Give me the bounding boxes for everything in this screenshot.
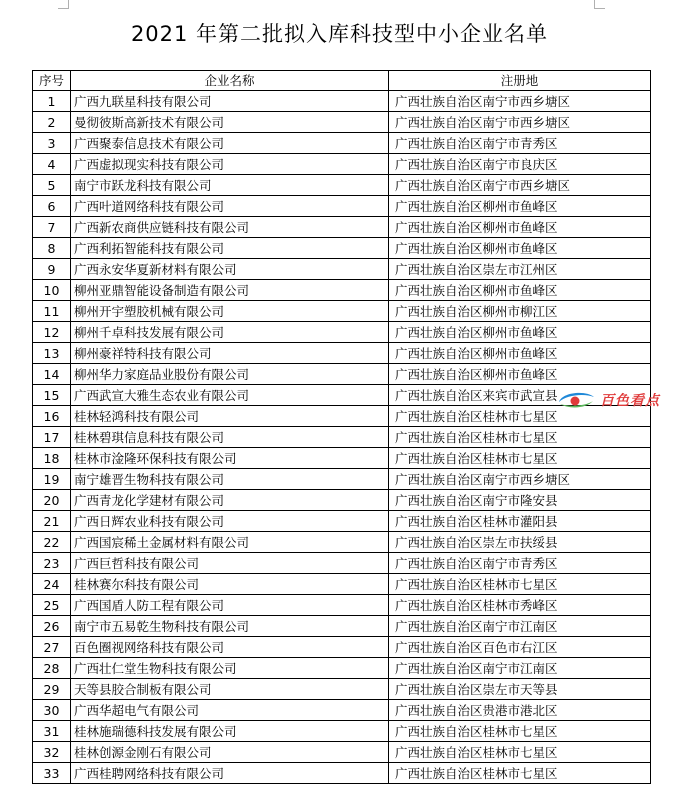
cell-registered-location: 广西壮族自治区南宁市西乡塘区 (389, 112, 651, 133)
cell-registered-location: 广西壮族自治区桂林市七星区 (389, 742, 651, 763)
table-row (33, 280, 651, 301)
table-row (33, 259, 651, 280)
cell-registered-location: 广西壮族自治区柳州市鱼峰区 (389, 364, 651, 385)
cell-registered-location: 广西壮族自治区南宁市西乡塘区 (389, 91, 651, 112)
cell-company-name: 广西九联星科技有限公司 (71, 91, 389, 112)
cell-company-name: 广西聚泰信息技术有限公司 (71, 133, 389, 154)
cell-seq: 28 (33, 658, 71, 679)
table-row (33, 112, 651, 133)
table-row (33, 343, 651, 364)
table-row (33, 490, 651, 511)
cell-company-name: 广西武宣大雅生态农业有限公司 (71, 385, 389, 406)
cell-seq: 7 (33, 217, 71, 238)
table-row (33, 679, 651, 700)
cell-registered-location: 广西壮族自治区柳州市鱼峰区 (389, 196, 651, 217)
cell-registered-location: 广西壮族自治区桂林市灌阳县 (389, 511, 651, 532)
table-row (33, 511, 651, 532)
cell-registered-location: 广西壮族自治区柳州市鱼峰区 (389, 322, 651, 343)
cell-registered-location: 广西壮族自治区柳州市鱼峰区 (389, 343, 651, 364)
cell-company-name: 广西巨哲科技有限公司 (71, 553, 389, 574)
cell-company-name: 广西青龙化学建材有限公司 (71, 490, 389, 511)
watermark-text: 百色看点 (600, 393, 660, 409)
table-row (33, 721, 651, 742)
cell-registered-location: 广西壮族自治区南宁市青秀区 (389, 553, 651, 574)
cell-seq: 20 (33, 490, 71, 511)
cell-company-name: 广西新农商供应链科技有限公司 (71, 217, 389, 238)
table-row (33, 301, 651, 322)
cell-registered-location: 广西壮族自治区贵港市港北区 (389, 700, 651, 721)
cell-company-name: 广西桂聘网络科技有限公司 (71, 763, 389, 784)
cell-seq: 5 (33, 175, 71, 196)
cell-company-name: 南宁市跃龙科技有限公司 (71, 175, 389, 196)
cell-seq: 21 (33, 511, 71, 532)
cell-seq: 24 (33, 574, 71, 595)
cell-registered-location: 广西壮族自治区桂林市七星区 (389, 448, 651, 469)
cell-seq: 31 (33, 721, 71, 742)
cell-registered-location: 广西壮族自治区崇左市扶绥县 (389, 532, 651, 553)
cell-seq: 16 (33, 406, 71, 427)
table-row (33, 91, 651, 112)
cell-registered-location: 广西壮族自治区桂林市七星区 (389, 574, 651, 595)
cell-seq: 19 (33, 469, 71, 490)
cell-company-name: 桂林市淦隆环保科技有限公司 (71, 448, 389, 469)
cell-company-name: 柳州豪祥特科技有限公司 (71, 343, 389, 364)
document-title: 2021 年第二批拟入库科技型中小企业名单 (130, 22, 549, 46)
table-row (33, 469, 651, 490)
cell-company-name: 柳州千卓科技发展有限公司 (71, 322, 389, 343)
cell-seq: 4 (33, 154, 71, 175)
cell-seq: 23 (33, 553, 71, 574)
cell-company-name: 广西国宸稀土金属材料有限公司 (71, 532, 389, 553)
cell-seq: 25 (33, 595, 71, 616)
table-row (33, 217, 651, 238)
cell-seq: 13 (33, 343, 71, 364)
cell-company-name: 桂林碧琪信息科技有限公司 (71, 427, 389, 448)
cell-seq: 29 (33, 679, 71, 700)
table-row (33, 574, 651, 595)
cell-registered-location: 广西壮族自治区来宾市武宣县 (389, 385, 651, 406)
table-row (33, 427, 651, 448)
cell-registered-location: 广西壮族自治区崇左市江州区 (389, 259, 651, 280)
cell-company-name: 广西虚拟现实科技有限公司 (71, 154, 389, 175)
table-body (33, 91, 651, 784)
cell-registered-location: 广西壮族自治区桂林市七星区 (389, 427, 651, 448)
table-row (33, 616, 651, 637)
cell-registered-location: 广西壮族自治区桂林市七星区 (389, 721, 651, 742)
cell-company-name: 广西永安华夏新材料有限公司 (71, 259, 389, 280)
cell-seq: 1 (33, 91, 71, 112)
cell-seq: 12 (33, 322, 71, 343)
cell-seq: 14 (33, 364, 71, 385)
table-row (33, 532, 651, 553)
cell-seq: 8 (33, 238, 71, 259)
cell-registered-location: 广西壮族自治区南宁市西乡塘区 (389, 469, 651, 490)
table-row (33, 658, 651, 679)
table-row (33, 322, 651, 343)
cell-company-name: 南宁雄晋生物科技有限公司 (71, 469, 389, 490)
cell-registered-location: 广西壮族自治区南宁市江南区 (389, 658, 651, 679)
cell-seq: 27 (33, 637, 71, 658)
page-corner-mark-right (594, 0, 605, 9)
cell-registered-location: 广西壮族自治区桂林市秀峰区 (389, 595, 651, 616)
cell-company-name: 百色圈视网络科技有限公司 (71, 637, 389, 658)
cell-registered-location: 广西壮族自治区桂林市七星区 (389, 763, 651, 784)
cell-seq: 30 (33, 700, 71, 721)
cell-seq: 33 (33, 763, 71, 784)
table-row (33, 238, 651, 259)
table-row (33, 196, 651, 217)
page-corner-mark-left (58, 0, 69, 9)
cell-seq: 2 (33, 112, 71, 133)
table-row (33, 448, 651, 469)
cell-company-name: 桂林施瑞德科技发展有限公司 (71, 721, 389, 742)
cell-company-name: 广西日辉农业科技有限公司 (71, 511, 389, 532)
cell-registered-location: 广西壮族自治区南宁市青秀区 (389, 133, 651, 154)
cell-company-name: 广西叶道网络科技有限公司 (71, 196, 389, 217)
cell-registered-location: 广西壮族自治区柳州市鱼峰区 (389, 280, 651, 301)
table-row (33, 700, 651, 721)
table-row (33, 364, 651, 385)
cell-registered-location: 广西壮族自治区南宁市西乡塘区 (389, 175, 651, 196)
table-row (33, 763, 651, 784)
cell-registered-location: 广西壮族自治区南宁市良庆区 (389, 154, 651, 175)
cell-company-name: 桂林赛尔科技有限公司 (71, 574, 389, 595)
cell-company-name: 柳州亚鼎智能设备制造有限公司 (71, 280, 389, 301)
column-header-seq: 序号 (33, 71, 71, 91)
company-list-table (32, 70, 651, 784)
table-row (33, 154, 651, 175)
cell-company-name: 曼彻彼斯高新技术有限公司 (71, 112, 389, 133)
cell-seq: 26 (33, 616, 71, 637)
table-row (33, 553, 651, 574)
cell-registered-location: 广西壮族自治区南宁市隆安县 (389, 490, 651, 511)
cell-seq: 18 (33, 448, 71, 469)
cell-registered-location: 广西壮族自治区崇左市天等县 (389, 679, 651, 700)
cell-registered-location: 广西壮族自治区柳州市柳江区 (389, 301, 651, 322)
column-header-registered-location: 注册地 (389, 71, 651, 91)
cell-seq: 10 (33, 280, 71, 301)
cell-company-name: 柳州华力家庭品业股份有限公司 (71, 364, 389, 385)
cell-seq: 3 (33, 133, 71, 154)
table-header-row (33, 71, 651, 91)
cell-company-name: 桂林创源金刚石有限公司 (71, 742, 389, 763)
cell-registered-location: 广西壮族自治区柳州市鱼峰区 (389, 217, 651, 238)
cell-seq: 11 (33, 301, 71, 322)
column-header-company-name: 企业名称 (71, 71, 389, 91)
cell-company-name: 南宁市五易乾生物科技有限公司 (71, 616, 389, 637)
table-row (33, 742, 651, 763)
cell-seq: 6 (33, 196, 71, 217)
table-row (33, 133, 651, 154)
cell-company-name: 广西壮仁堂生物科技有限公司 (71, 658, 389, 679)
watermark-logo (556, 388, 676, 412)
cell-seq: 15 (33, 385, 71, 406)
table-row (33, 637, 651, 658)
cell-company-name: 广西华超电气有限公司 (71, 700, 389, 721)
cell-registered-location: 广西壮族自治区百色市右江区 (389, 637, 651, 658)
cell-seq: 9 (33, 259, 71, 280)
table-row (33, 595, 651, 616)
cell-company-name: 柳州开宇塑胶机械有限公司 (71, 301, 389, 322)
cell-company-name: 广西国盾人防工程有限公司 (71, 595, 389, 616)
cell-company-name: 桂林轻鸿科技有限公司 (71, 406, 389, 427)
cell-seq: 17 (33, 427, 71, 448)
cell-seq: 22 (33, 532, 71, 553)
swoosh-logo-icon (556, 389, 596, 411)
cell-company-name: 天等县胶合制板有限公司 (71, 679, 389, 700)
cell-company-name: 广西利拓智能科技有限公司 (71, 238, 389, 259)
table-row (33, 175, 651, 196)
cell-seq: 32 (33, 742, 71, 763)
cell-registered-location: 广西壮族自治区柳州市鱼峰区 (389, 238, 651, 259)
cell-registered-location: 广西壮族自治区南宁市江南区 (389, 616, 651, 637)
cell-registered-location: 广西壮族自治区桂林市七星区 (389, 406, 651, 427)
